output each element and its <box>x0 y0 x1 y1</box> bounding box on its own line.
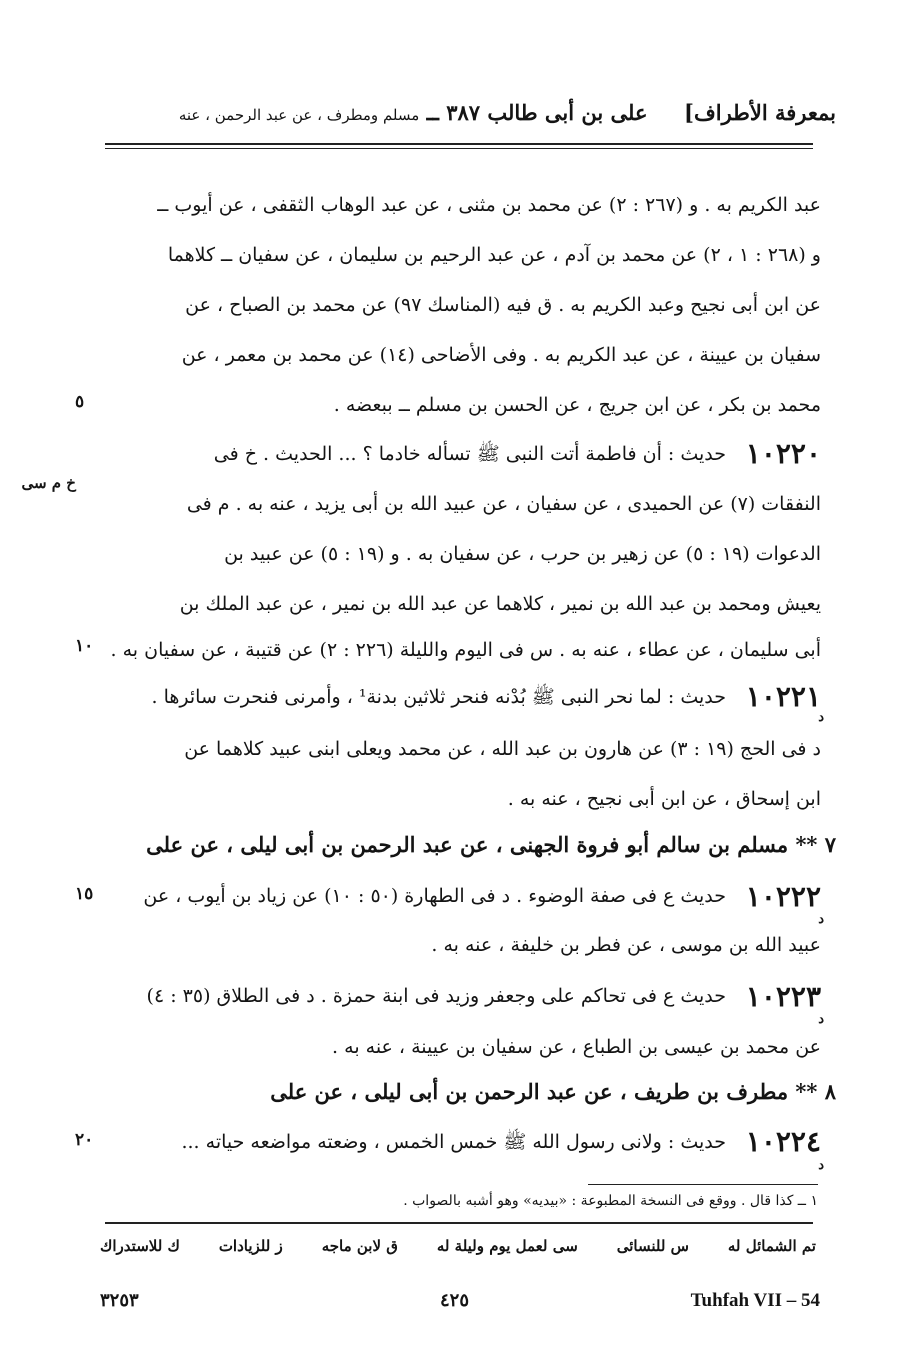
legend-item: ك للاستدراك <box>100 1237 180 1255</box>
section-heading: ٨ ** مطرف بن طريف ، عن عبد الرحمن بن أبى ليلى ، عن على <box>270 1079 836 1104</box>
hadith-text: النفقات (٧) عن الحميدى ، عن سفيان ، عن عبيد الله بن أبى يزيد ، عنه به . م فى <box>186 493 821 515</box>
header-title-mid-small: مسلم ومطرف ، عن عبد الرحمن ، عنه <box>178 106 420 124</box>
footer-page-sequence: ٣٢٥٣ <box>100 1290 139 1311</box>
footer-volume: Tuhfah VII – 54 <box>690 1290 820 1311</box>
hadith-sigla: د <box>818 912 824 927</box>
body-line: محمد بن بكر ، عن ابن جريج ، عن الحسن بن مسلم ــ ببعضه . <box>333 394 821 416</box>
hadith-text: حديث : ولانى رسول الله ﷺ خمس الخمس ، وضعته مواضعه حياته ... <box>181 1131 726 1153</box>
margin-line-number: ١٥ <box>75 884 94 904</box>
hadith-text: حديث : أن فاطمة أتت النبى ﷺ تسأله خادما ؟ ... الحديث . خ فى <box>213 443 726 465</box>
hadith-text: حديث ع فى صفة الوضوء . د فى الطهارة (٥٠ : ١٠) عن زياد بن أيوب ، عن <box>143 885 726 907</box>
body-line: عبد الكريم به . و (٢٦٧ : ٢) عن محمد بن مثنى ، عن عبد الوهاب الثقفى ، عن أيوب ــ <box>157 194 821 216</box>
hadith-number: ١٠٢٢٣ <box>745 980 821 1013</box>
hadith-number: ١٠٢٢١ <box>745 680 821 713</box>
header-title-right: بمعرفة الأطراف] <box>684 100 836 125</box>
hadith-text: حديث : لما نحر النبى ﷺ بُدْنه فنحر ثلاثين بدنة¹ ، وأمرنى فنحرت سائرها . <box>151 686 726 708</box>
hadith-text: الدعوات (١٩ : ٥) عن زهير بن حرب ، عن سفيان به . و (١٩ : ٥) عن عبيد بن <box>224 543 821 565</box>
hadith-number: ١٠٢٢٤ <box>745 1125 821 1158</box>
hadith-text: عن محمد بن عيسى بن الطباع ، عن سفيان بن عيينة ، عنه به . <box>332 1036 821 1058</box>
hadith-sigla: د <box>818 1158 824 1173</box>
body-line: عن ابن أبى نجيح وعبد الكريم به . ق فيه (المناسك ٩٧) عن محمد بن الصباح ، عن <box>185 294 821 316</box>
header-title-mid: على بن أبى طالب ٣٨٧ ــ <box>426 100 648 125</box>
hadith-text: حديث ع فى تحاكم على وجعفر وزيد فى ابنة حمزة . د فى الطلاق (٣٥ : ٤) <box>146 985 726 1007</box>
header-rule <box>105 143 813 145</box>
margin-line-number: ١٠ <box>75 636 94 656</box>
running-header <box>179 100 836 125</box>
hadith-sigla: خ م سى <box>21 474 76 492</box>
hadith-text: عبيد الله بن موسى ، عن فطر بن خليفة ، عنه به . <box>431 934 821 956</box>
legend-rule <box>105 1222 813 1224</box>
legend-item: ز للزيادات <box>218 1237 283 1255</box>
body-line: سفيان بن عيينة ، عن عبد الكريم به . وفى الأضاحى (١٤) عن محمد بن معمر ، عن <box>181 344 821 366</box>
legend-item: سى لعمل يوم وليلة له <box>436 1237 578 1255</box>
legend-item: س للنسائى <box>616 1237 689 1255</box>
hadith-text: د فى الحج (١٩ : ٣) عن هارون بن عبد الله ، عن محمد ويعلى ابنى عبيد كلاهما عن <box>184 738 821 760</box>
hadith-sigla: د <box>818 1012 824 1027</box>
page-number: ٤٢٥ <box>440 1290 470 1311</box>
hadith-text: ابن إسحاق ، عن ابن أبى نجيح ، عنه به . <box>507 788 821 810</box>
margin-line-number: ٥ <box>75 392 85 412</box>
body-line: و (٢٦٨ : ١ ، ٢) عن محمد بن آدم ، عن عبد الرحيم بن سليمان ، عن سفيان ــ كلاهما <box>167 244 821 266</box>
margin-line-number: ٢٠ <box>75 1130 94 1150</box>
section-heading: ٧ ** مسلم بن سالم أبو فروة الجهنى ، عن عبد الرحمن بن أبى ليلى ، عن على <box>146 832 836 857</box>
hadith-number: ١٠٢٢٢ <box>745 880 821 913</box>
hadith-number: ١٠٢٢٠ <box>745 437 821 470</box>
sigla-legend <box>100 1237 816 1255</box>
hadith-sigla: د <box>818 710 824 725</box>
legend-item: ق لابن ماجه <box>321 1237 398 1255</box>
header-rule-thin <box>105 148 813 149</box>
hadith-text: أبى سليمان ، عن عطاء ، عنه به . س فى اليوم والليلة (٢٢٦ : ٢) عن قتيبة ، عن سفيان به . <box>110 639 821 661</box>
footnote-rule <box>588 1184 818 1185</box>
footnote: ١ ــ كذا قال . ووقع فى النسخة المطبوعة : «بيديه» وهو أشبه بالصواب . <box>403 1193 818 1209</box>
hadith-text: يعيش ومحمد بن عبد الله بن نمير ، كلاهما عن عبد الله بن نمير ، عن عبد الملك بن <box>179 593 821 615</box>
legend-item: تم الشمائل له <box>727 1237 816 1255</box>
